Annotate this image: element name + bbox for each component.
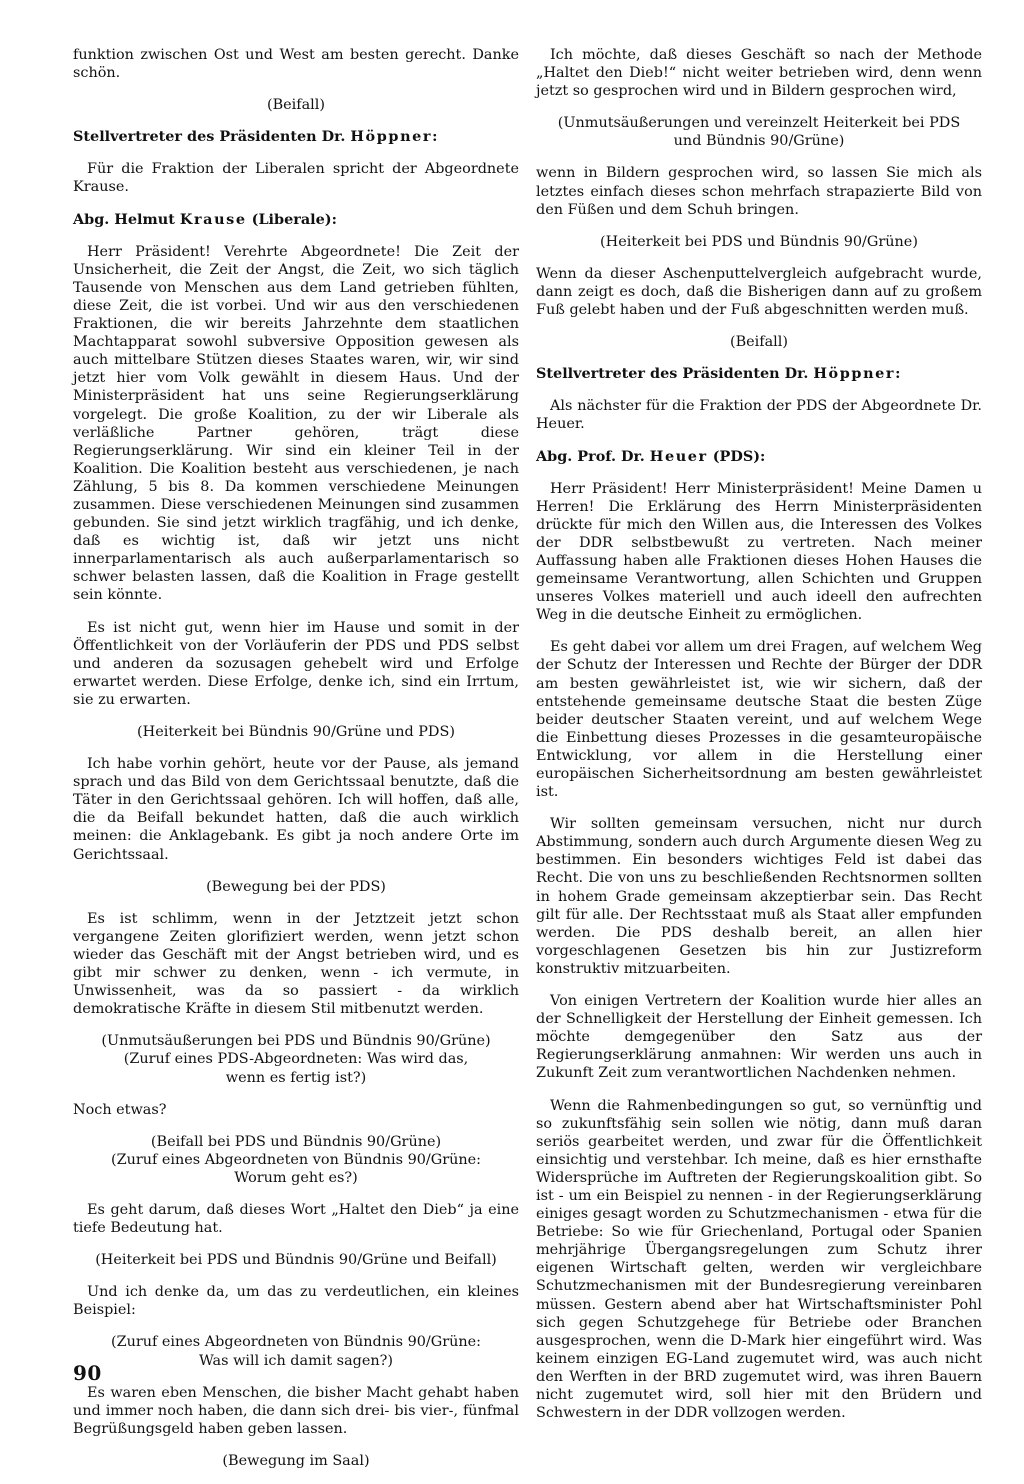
stage-direction: (Heiterkeit bei PDS und Bündnis 90/Grüne und Beifall) [95,1252,497,1269]
speaker-prefix: Stellvertreter des Präsidenten Dr. [536,365,814,383]
page-number: 90 [73,1361,102,1385]
stage-direction: (Beifall) [729,334,789,351]
stage-direction: (Bewegung bei der PDS) [206,878,386,895]
speaker-name: Höppner [350,128,433,146]
paragraph: Es geht dabei vor allem um drei Fragen, auf welchem Weg der Schutz der Interessen und Rechte der Bürger der DDR am besten gewährleistet ist, wie wir sichern, daß der entstehende gemeinsame deutsche Staat die besten Züge beider deutscher Staaten vereint, und auf welchem Wege die Einbettung dieses Prozesses in die gesamteuropäische Entwicklung, vor allem in die Herstellung einer europäischen Sicherheitsordnung am besten gewährleistet ist. [536,639,982,801]
stage-direction [73,1333,519,1369]
left-column [73,46,519,1484]
paragraph: Es ist nicht gut, wenn hier im Hause und somit in der Öffentlichkeit von der Vorläuferin der PDS und PDS selbst und anderen da sozusagen gehebelt wird und Erfolge erwartet werden. Diese Erfolge, denke ich, sind ein Irrtum, sie zu erwarten. [73,619,519,708]
paragraph: Von einigen Vertretern der Koalition wurde hier alles an der Schnelligkeit der Herstellung der Einheit gemessen. Ich möchte demgegenüber den Satz aus der Regierungserklärung anmahnen: Wir werden uns auch in Zukunft Zeit zum verantwortlichen Nachdenken nehmen. [536,993,982,1082]
speaker-suffix: : [895,365,901,383]
paragraph: Ich habe vorhin gehört, heute vor der Pause, als jemand sprach und das Bild von dem Gerichtssaal benutzte, daß die Täter in den Gerichtssaal gehören. Ich will hoffen, daß alle, die da Beifall bekundet hatten, daß die auch wirklich meinen: die Anklagebank. Es gibt ja noch andere Orte im Gerichtssaal. [73,756,519,863]
paragraph: Wir sollten gemeinsam versuchen, nicht nur durch Abstimmung, sondern auch durch Argumente diesen Weg zu bestimmen. Ein besonders wichtiges Feld ist dabei das Recht. Die von uns zu beschließenden Rechtsnormen sollten in hohem Grade gemeinsam akzeptierbar sein. Das Recht gilt für alle. Der Rechtsstaat muß als Staat aller empfunden werden. Die PDS deshalb bereit, an allen hier vorgeschlagenen Gesetzen bis hin zur Justizreform konstruktiv mitzuarbeiten. [536,816,982,977]
paragraph: Es ist schlimm, wenn in der Jetztzeit jetzt schon vergangene Zeiten glorifiziert werden, wenn jetzt schon wieder das Geschäft mit der Angst betrieben wird, und es gibt mir schwer zu denken, wenn - ich vermute, in Unwissenheit, was da so passiert - da wirklich demokratische Kräfte in diesem Stil mitbenutzt werden. [73,910,519,1018]
paragraph: Für die Fraktion der Liberalen spricht der Abgeordnete Krause. [73,161,519,196]
paragraph: Herr Präsident! Verehrte Abgeordnete! Die Zeit der Unsicherheit, die Zeit der Angst, die Zeit, wo sich täglich Tausende von Menschen aus dem Land getrieben fühlten, diese Zeit, die ist vorbei. Und wir aus den verschiedenen Fraktionen, die wir bereits Jahrzehnte dem staatlichen Machtapparat sowohl subversive Opposition gewesen als auch mittelbare Stützen dieses Staates waren, wir, wir sind jetzt hier vom Volk gewählt in diesem Haus. Und der Ministerpräsident hat uns seine Regierungserklärung vorgelegt. Die große Koalition, zu der wir Liberale als verläßliche Partner gehören, trägt diese Regierungserklärung. Wir sind ein kleiner Teil in der Koalition. Die Koalition besteht aus verschiedenen, je nach Zählung, 5 bis 8. Da kommen verschiedene Meinungen zusammen. Diese verschiedenen Meinungen sind zusammen gebunden. Sie sind jetzt wirklich tragfähig, und ich denke, daß es wichtig ist, daß wir jetzt uns nicht innerparlamentarisch als auch außerparlamentarisch so schwer belasten lassen, daß die Koalition in Frage gestellt sein könnte. [73,243,519,604]
stage-direction-line: (Unmutsäußerungen bei PDS und Bündnis 90/Grüne) [101,1033,491,1050]
paragraph: Und ich denke da, um das zu verdeutlichen, ein kleines Beispiel: [73,1284,519,1319]
stage-direction-line: wenn es fertig ist?) [225,1069,367,1086]
speaker-heading [73,128,519,146]
paragraph: wenn in Bildern gesprochen wird, so lassen Sie mich als letztes einfach dieses schon mehrfach strapazierte Bild von den Füßen und dem Schuh bringen. [536,165,982,218]
paragraph: Es geht darum, daß dieses Wort „Haltet den Dieb“ ja eine tiefe Bedeutung hat. [73,1201,519,1237]
stage-direction-line: Worum geht es?) [234,1169,358,1186]
stage-direction [536,114,982,150]
stage-direction: (Bewegung im Saal) [222,1452,370,1469]
speaker-heading [73,211,519,229]
speaker-heading [536,448,982,466]
stage-direction-line: (Zuruf eines Abgeordneten von Bündnis 90/Grüne: [110,1151,482,1168]
paragraph: funktion zwischen Ost und West am besten gerecht. Danke schön. [73,47,519,82]
speaker-suffix: (PDS): [707,447,766,465]
stage-direction: (Heiterkeit bei Bündnis 90/Grüne und PDS) [137,724,455,740]
stage-direction-line: (Unmutsäußerungen und vereinzelt Heiterkeit bei PDS [557,115,961,132]
stage-direction [73,1032,519,1086]
speaker-suffix: (Liberale): [246,210,337,228]
speaker-prefix: Abg. Helmut [73,210,180,228]
stage-direction [73,1133,519,1187]
paragraph: Noch etwas? [73,1101,167,1118]
speaker-suffix: : [432,128,438,146]
speaker-prefix: Abg. Prof. Dr. [536,447,650,465]
stage-direction-line: Was will ich damit sagen?) [199,1352,393,1369]
speaker-name: Heuer [649,447,708,465]
stage-direction-line: (Beifall bei PDS und Bündnis 90/Grüne) [150,1133,442,1150]
paragraph: Als nächster für die Fraktion der PDS der Abgeordnete Dr. Heuer. [536,398,982,433]
paragraph: Es waren eben Menschen, die bisher Macht gehabt haben und immer noch haben, die dann sich drei- bis vier-, fünfmal Begrüßungsgeld haben geben lassen. [73,1384,519,1437]
stage-direction-line: (Zuruf eines PDS-Abgeordneten: Was wird das, [123,1051,469,1068]
stage-direction: (Beifall) [266,97,326,114]
stage-direction: (Heiterkeit bei PDS und Bündnis 90/Grüne) [600,233,918,250]
paragraph: Wenn die Rahmenbedingungen so gut, so vernünftig und so zukunftsfähig sein sollen wie nötig, dann muß daran seriös gearbeitet werden, und zwar für die Öffentlichkeit einsichtig und verstehbar. Ich meine, daß es hier ernsthafte Widersprüche im Auftreten der Regierungskoalition gibt. So ist - um ein Beispiel zu nennen - in der Regierungserklärung einiges gesagt worden zu Schutzmechanismen - etwa für die Betriebe: So wie für Griechenland, Portugal oder Spanien mehrjährige Übergangsregelungen zum Schutz ihrer eigenen Wirtschaft gelten, werden wir vergleichbare Schutzmechanismen mit der Bundesregierung vereinbaren müssen. Gestern abend aber hat Wirtschaftsminister Pohl sich gegen Schutzgehege für Betriebe oder Branchen ausgesprochen, wenn die D-Mark hier eingeführt wird. Was keinem einzigen EG-Land zugemutet wird, was auch nicht den Werften in der BRD zugemutet wird, was ihren Bauern nicht zugemutet wird, soll hier mit den Brüdern und Schwestern in der DDR vollzogen werden. [536,1097,982,1422]
speaker-prefix: Stellvertreter des Präsidenten Dr. [73,128,351,146]
paragraph: Wenn da dieser Aschenputtelvergleich aufgebracht wurde, dann zeigt es doch, daß die Bisherigen dann auf zu großem Fuß gelebt haben und der Fuß abgeschnitten werden muß. [536,265,982,319]
speaker-name: Krause [179,210,247,228]
right-column [536,46,982,1436]
speaker-heading [536,365,982,383]
paragraph: Ich möchte, daß dieses Geschäft so nach der Methode „Haltet den Dieb!“ nicht weiter betrieben wird, denn wenn jetzt so gesprochen wird und in Bildern gesprochen wird, [536,47,982,100]
paragraph: Herr Präsident! Herr Ministerpräsident! Meine Damen u Herren! Die Erklärung des Herrn Ministerpräsidenten drückte für mich den Willen aus, die Interessen des Volkes der DDR selbstbewußt zu vertreten. Nach meiner Auffassung haben alle Fraktionen dieses Hohen Hauses die gemeinsame Verantwortung, allen Schichten und Gruppen unseres Volkes materiell und auch ideell den aufrechten Weg in die deutsche Einheit zu ermöglichen. [536,480,982,624]
speaker-name: Höppner [813,365,896,383]
stage-direction-line: (Zuruf eines Abgeordneten von Bündnis 90/Grüne: [110,1334,482,1351]
stage-direction-line: und Bündnis 90/Grüne) [673,133,845,150]
